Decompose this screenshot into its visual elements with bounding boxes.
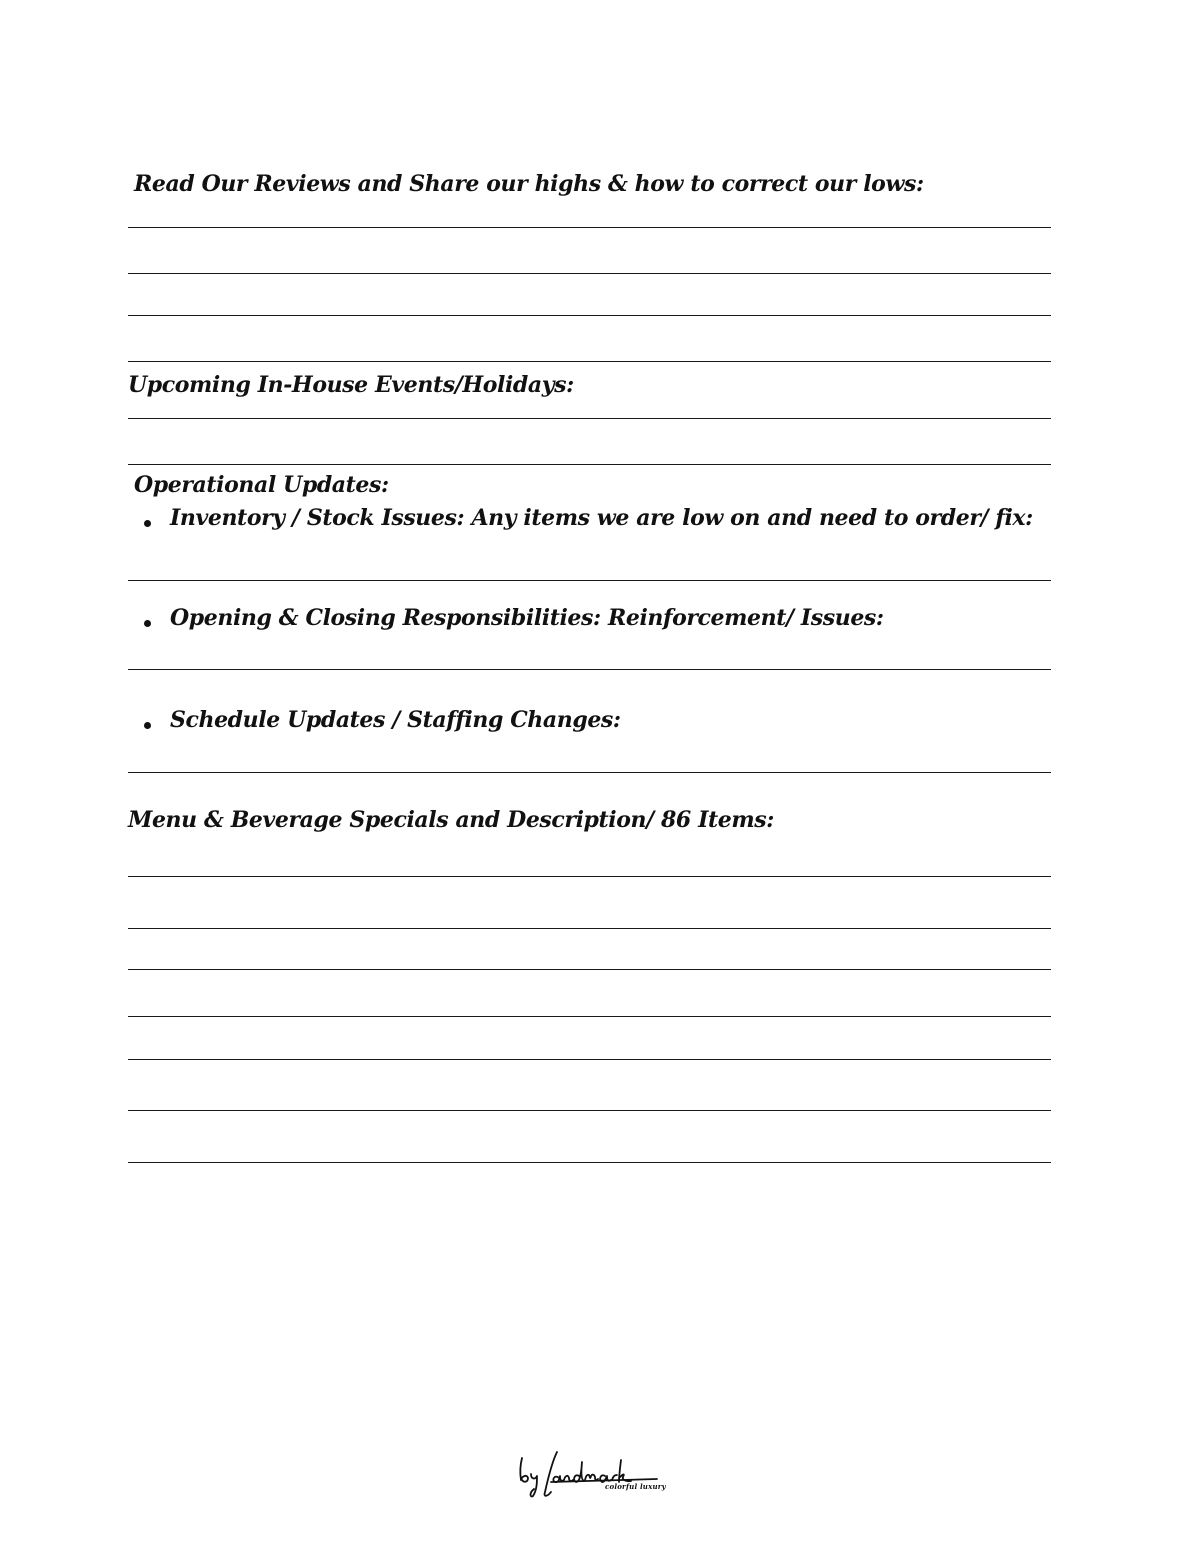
- operational-heading: Operational Updates:: [134, 472, 389, 498]
- landmark-logo: [515, 1448, 665, 1500]
- menu-write-line-7[interactable]: [128, 1162, 1051, 1163]
- schedule-write-line[interactable]: [128, 772, 1051, 773]
- bullet-icon: [144, 620, 151, 627]
- events-write-line-2[interactable]: [128, 464, 1051, 465]
- landmark-signature-icon: [515, 1448, 665, 1500]
- reviews-write-line-4[interactable]: [128, 361, 1051, 362]
- schedule-item-label: Schedule Updates / Staffing Changes:: [170, 707, 621, 733]
- inventory-write-line[interactable]: [128, 580, 1051, 581]
- menu-write-line-1[interactable]: [128, 876, 1051, 877]
- reviews-write-line-3[interactable]: [128, 315, 1051, 316]
- events-heading: Upcoming In-House Events/Holidays:: [128, 372, 574, 398]
- menu-write-line-3[interactable]: [128, 969, 1051, 970]
- reviews-write-line-1[interactable]: [128, 227, 1051, 228]
- opening-closing-item-label: Opening & Closing Responsibilities: Reinforcement/ Issues:: [170, 605, 884, 631]
- inventory-item-label: Inventory / Stock Issues: Any items we are low on and need to order/ fix:: [170, 505, 1033, 531]
- menu-heading: Menu & Beverage Specials and Description/ 86 Items:: [128, 807, 774, 833]
- events-write-line-1[interactable]: [128, 418, 1051, 419]
- reviews-heading: Read Our Reviews and Share our highs & how to correct our lows:: [134, 171, 924, 197]
- menu-write-line-2[interactable]: [128, 928, 1051, 929]
- opening-closing-write-line[interactable]: [128, 669, 1051, 670]
- bullet-icon: [144, 520, 151, 527]
- logo-tagline: colorful luxury: [605, 1482, 666, 1491]
- reviews-write-line-2[interactable]: [128, 273, 1051, 274]
- menu-write-line-5[interactable]: [128, 1059, 1051, 1060]
- bullet-icon: [144, 722, 151, 729]
- menu-write-line-6[interactable]: [128, 1110, 1051, 1111]
- menu-write-line-4[interactable]: [128, 1016, 1051, 1017]
